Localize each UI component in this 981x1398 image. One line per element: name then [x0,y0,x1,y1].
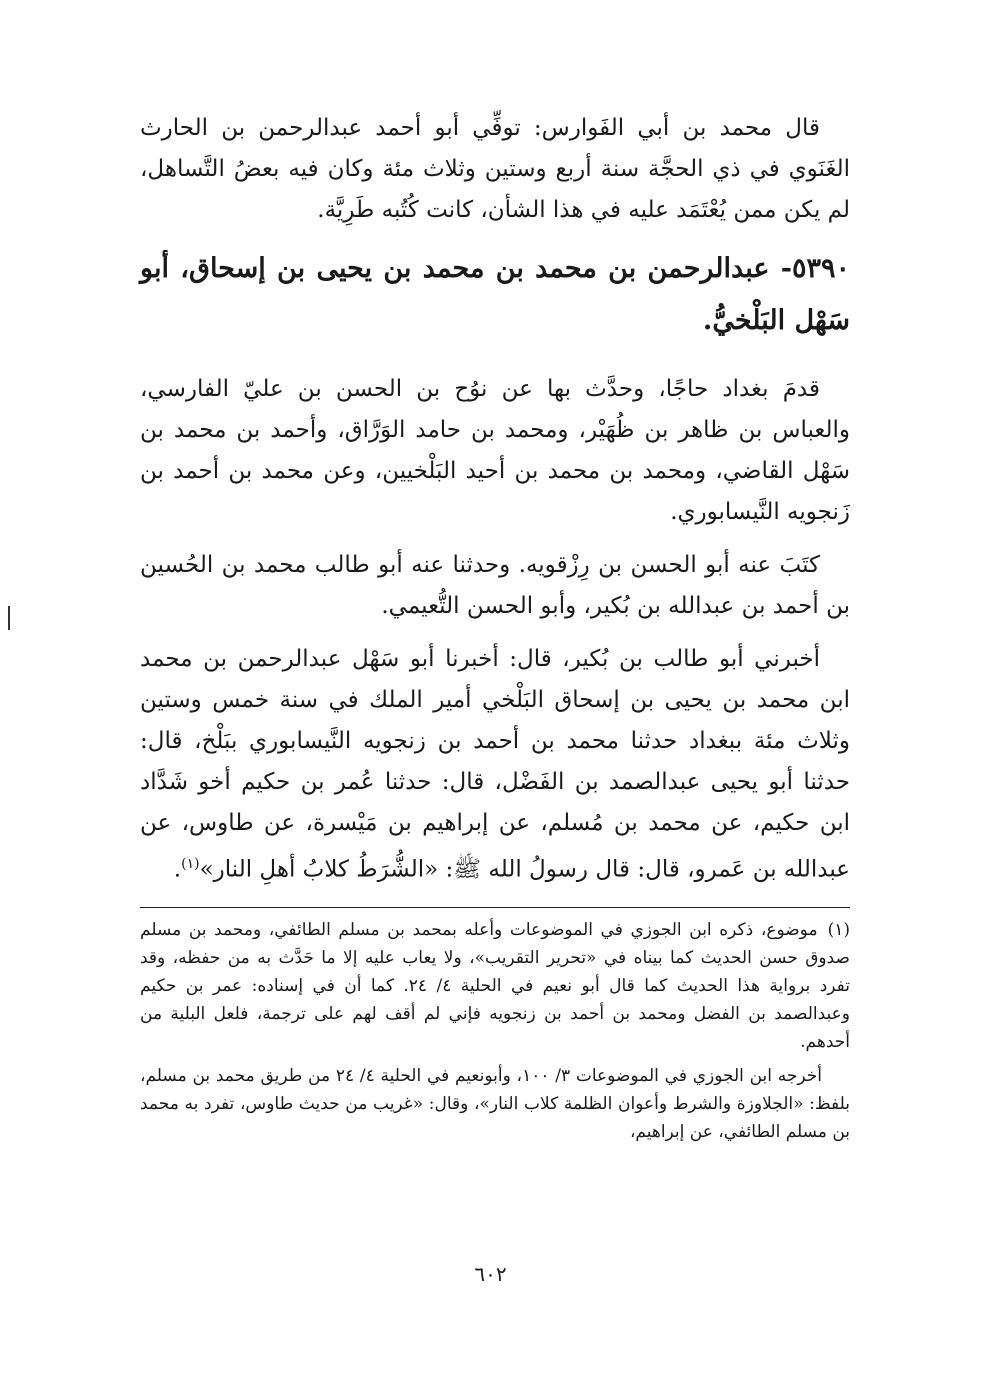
paragraph-intro: قال محمد بن أبي الفَوارس: توفِّي أبو أحمد عبدالرحمن بن الحارث الغَنَوي في ذي الحجَّة سنة أربع وستين وثلاث مئة وكان فيه بعضُ التَّساهل، لم يكن ممن يُعْتَمَد عليه في هذا الشأن، كانت كُتُبه طَرِيَّة. [140,115,850,223]
footnote-text: موضوع، ذكره ابن الجوزي في الموضوعات وأعله بمحمد بن مسلم الطائفي، ومحمد بن مسلم صدوق حسن الحديث كما بيناه في «تحرير التقريب»، ولا يعاب عليه إلا ما حَدَّث به من حفظه، وقد تفرد برواية هذا الحديث كما قال أبو نعيم في الحلية ٤/ ٢٤. كما أن في إسناده: عمر بن حكيم وعبدالصمد بن الفضل ومحمد بن أحمد بن زنجويه فإني لم أقف لهم على ترجمة، فلعل البلية من أحدهم. [140,919,850,1052]
footnote-1 [140,916,850,1056]
footnote-continuation: أخرجه ابن الجوزي في الموضوعات ٣/ ١٠٠، وأبونعيم في الحلية ٤/ ٢٤ من طريق محمد بن مسلم، بلفظ: «الجلاوزة والشرط وأعوان الظلمة كلاب النار»، وقال: «غريب من حديث طاوس، تفرد به محمد بن مسلم الطائفي، عن إبراهيم، [140,1065,850,1142]
page-body [140,108,850,1152]
margin-mark [8,606,10,630]
paragraph-students: كتَبَ عنه أبو الحسن بن رِزْقويه. وحدثنا عنه أبو طالب محمد بن الحُسين بن أحمد بن عبدالله بن بُكير، وأبو الحسن التُّعيمي. [140,552,850,619]
paragraph-hadith: أخبرني أبو طالب بن بُكير، قال: أخبرنا أبو سَهْل عبدالرحمن بن محمد ابن محمد بن يحيى بن إسحاق البَلْخي أمير الملك في سنة خمس وستين وثلاث مئة ببغداد حدثنا محمد بن أحمد بن زنجويه النَّيسابوري ببَلْخ، قال: حدثنا أبو يحيى عبدالصمد بن الفَضْل، قال: حدثنا عُمر بن حكيم أخو شَدَّاد ابن حكيم، عن محمد بن مُسلم، عن إبراهيم بن مَيْسرة، عن طاوس، عن عبدالله بن عَمرو، قال: قال رسولُ الله ﷺ: «الشُّرَطُ كلابُ أهلِ النار»$^{(١)}$. [140,646,850,883]
entry-heading: ٥٣٩٠- عبدالرحمن بن محمد بن محمد بن يحيى بن إسحاق، أبو سَهْل البَلْخيُّ. [140,253,850,336]
footnotes-section [140,907,850,1146]
page-number: ٦٠٢ [474,1262,507,1286]
paragraph-teachers: قدمَ بغداد حاجًا، وحدَّث بها عن نوُح بن الحسن بن عليّ الفارسي، والعباس بن ظاهر بن ظُهَيْر، ومحمد بن حامد الوَرَّاق، وأحمد بن محمد بن سَهْل القاضي، ومحمد بن محمد بن أحيد البَلْخيين، وعن محمد بن أحمد بن زَنجويه النَّيسابوري. [140,376,850,525]
hadith-text: أخبرني أبو طالب بن بُكير، قال: أخبرنا أبو سَهْل عبدالرحمن بن محمد ابن محمد بن يحيى بن إسحاق البَلْخي أمير الملك في سنة خمس وستين وثلاث مئة ببغداد حدثنا محمد بن أحمد بن زنجويه النَّيسابوري ببَلْخ، قال: حدثنا أبو يحيى عبدالصمد بن الفَضْل، قال: حدثنا عُمر بن حكيم أخو شَدَّاد ابن حكيم، عن محمد بن مُسلم، عن إبراهيم بن مَيْسرة، عن طاوس، عن عبدالله بن عَمرو، قال: قال رسولُ الله ﷺ: «الشُّرَطُ كلابُ أهلِ النار» [140,646,850,883]
footnote-marker: (١) [181,856,200,872]
footnote-number: (١) [827,919,850,940]
